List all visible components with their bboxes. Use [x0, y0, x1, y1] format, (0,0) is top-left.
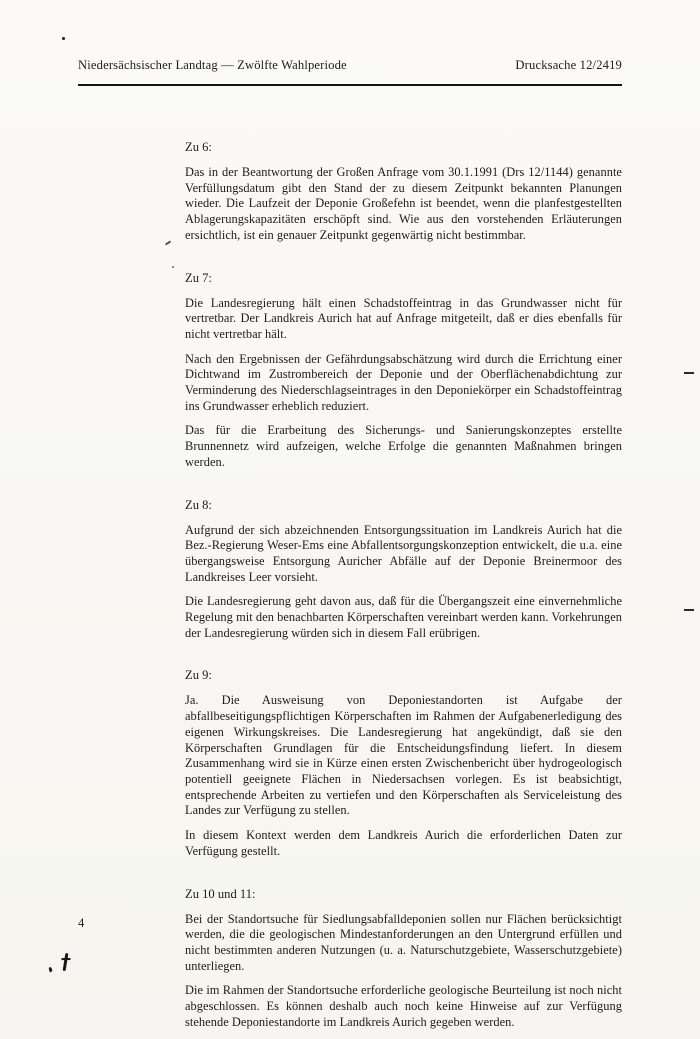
section-zu-10-11 [185, 887, 622, 1031]
pen-mark [48, 967, 53, 973]
paragraph: Das für die Erarbeitung des Sicherungs- und Sanierungskonzeptes erstellte Brunnennetz wird aufzeigen, welche Erfolge die genannten Maßnahmen bringen werden. [185, 423, 622, 469]
section-heading: Zu 8: [185, 497, 212, 512]
paragraph: Die Landesregierung geht davon aus, daß für die Übergangszeit eine einvernehmliche Regelung mit den benachbarten Körperschaften vereinbart werden kann. Vorkehrungen der Landesregierung würden sich in diesem Fall erübrigen. [185, 594, 622, 640]
header-right-docnumber: Drucksache 12/2419 [515, 58, 622, 72]
section-zu-8 [185, 498, 622, 642]
header-left-title: Niedersächsischer Landtag — Zwölfte Wahlperiode [78, 58, 347, 72]
paragraph: Ja. Die Ausweisung von Deponiestandorten ist Aufgabe der abfallbeseitigungspflichtigen Körperschaften im Rahmen der Aufgabenerledigung des eigenen Wirkungskreises. Die Landesregierung hat angekündigt, daß sie den Körperschaften Grundlagen für die Entscheidungsfindung liefert. In diesem Zusammenhang wird sie in Kürze einen ersten Zwischenbericht über hydrogeologisch potentiell geeignete Flächen in Niedersachsen vorlegen. Es ist beabsichtigt, entsprechende Arbeiten zu vertiefen und den Körperschaften als Serviceleistung des Landes zur Verfügung zu stellen. [185, 693, 622, 818]
paragraph: Nach den Ergebnissen der Gefährdungsabschätzung wird durch die Errichtung einer Dichtwand im Zustrombereich der Deponie und der Oberflächenabdichtung zur Verminderung des Niederschlagseintrages in den Deponiekörper ein Schadstoffeintrag ins Grundwasser erheblich reduziert. [185, 351, 622, 413]
paragraph: Das in der Beantwortung der Großen Anfrage vom 30.1.1991 (Drs 12/1144) genannte Verfüllungsdatum gibt den Stand der zu diesem Zeitpunkt bekannten Planungen wieder. Die Laufzeit der Deponie Großefehn ist beendet, wenn die planfestgestellten Ablagerungskapazitäten erschöpft sind. Wie aus den vorstehenden Erläuterungen ersichtlich, ist ein genauer Zeitpunkt gegenwärtig nicht bestimmbar. [185, 165, 622, 242]
page-header [78, 58, 622, 73]
scan-speck [172, 266, 174, 268]
paragraph: Bei der Standortsuche für Siedlungsabfalldeponien sollen nur Flächen berücksichtigt werden, die die geologischen Mindestanforderungen an den Untergrund erfüllen und nicht bestimmten anderen Nutzungen (u. a. Naturschutzgebiete, Wasserschutzgebiete) unterliegen. [185, 911, 622, 973]
section-zu-9 [185, 668, 622, 859]
section-heading: Zu 10 und 11: [185, 886, 256, 901]
document-body [185, 140, 622, 1039]
page-number: 4 [78, 916, 85, 930]
pen-mark [63, 953, 68, 971]
section-heading: Zu 6: [185, 140, 212, 154]
section-heading: Zu 7: [185, 270, 212, 285]
paragraph: Die Landesregierung hält einen Schadstoffeintrag in das Grundwasser nicht für vertretbar. Der Landkreis Aurich hat auf Anfrage mitgeteilt, daß er dies ebenfalls für nicht vertretbar hält. [185, 295, 622, 341]
section-heading: Zu 9: [185, 668, 212, 683]
header-rule [78, 84, 622, 86]
paragraph: Die im Rahmen der Standortsuche erforderliche geologische Beurteilung ist noch nicht abgeschlossen. Es können deshalb auch noch keine Hinweise auf zur Verfügung stehende Deponiestandorte im Landkreis Aurich gegeben werden. [185, 983, 622, 1029]
paragraph: Aufgrund der sich abzeichnenden Entsorgungssituation im Landkreis Aurich hat die Bez.-Regierung Weser-Ems eine Abfallentsorgungskonzeption entwickelt, die u.a. eine übergangsweise Entsorgung Auricher Abfälle auf der Deponie Breinermoor des Landkreises Leer vorsieht. [185, 522, 622, 584]
section-zu-6 [185, 140, 622, 244]
section-zu-7 [185, 271, 622, 471]
scan-dash-right-margin [684, 609, 694, 611]
scan-dash-right-margin [684, 372, 694, 374]
paragraph: In diesem Kontext werden dem Landkreis Aurich die erforderlichen Daten zur Verfügung gestellt. [185, 828, 622, 858]
scan-speck [62, 37, 65, 40]
scan-speck [165, 241, 171, 246]
